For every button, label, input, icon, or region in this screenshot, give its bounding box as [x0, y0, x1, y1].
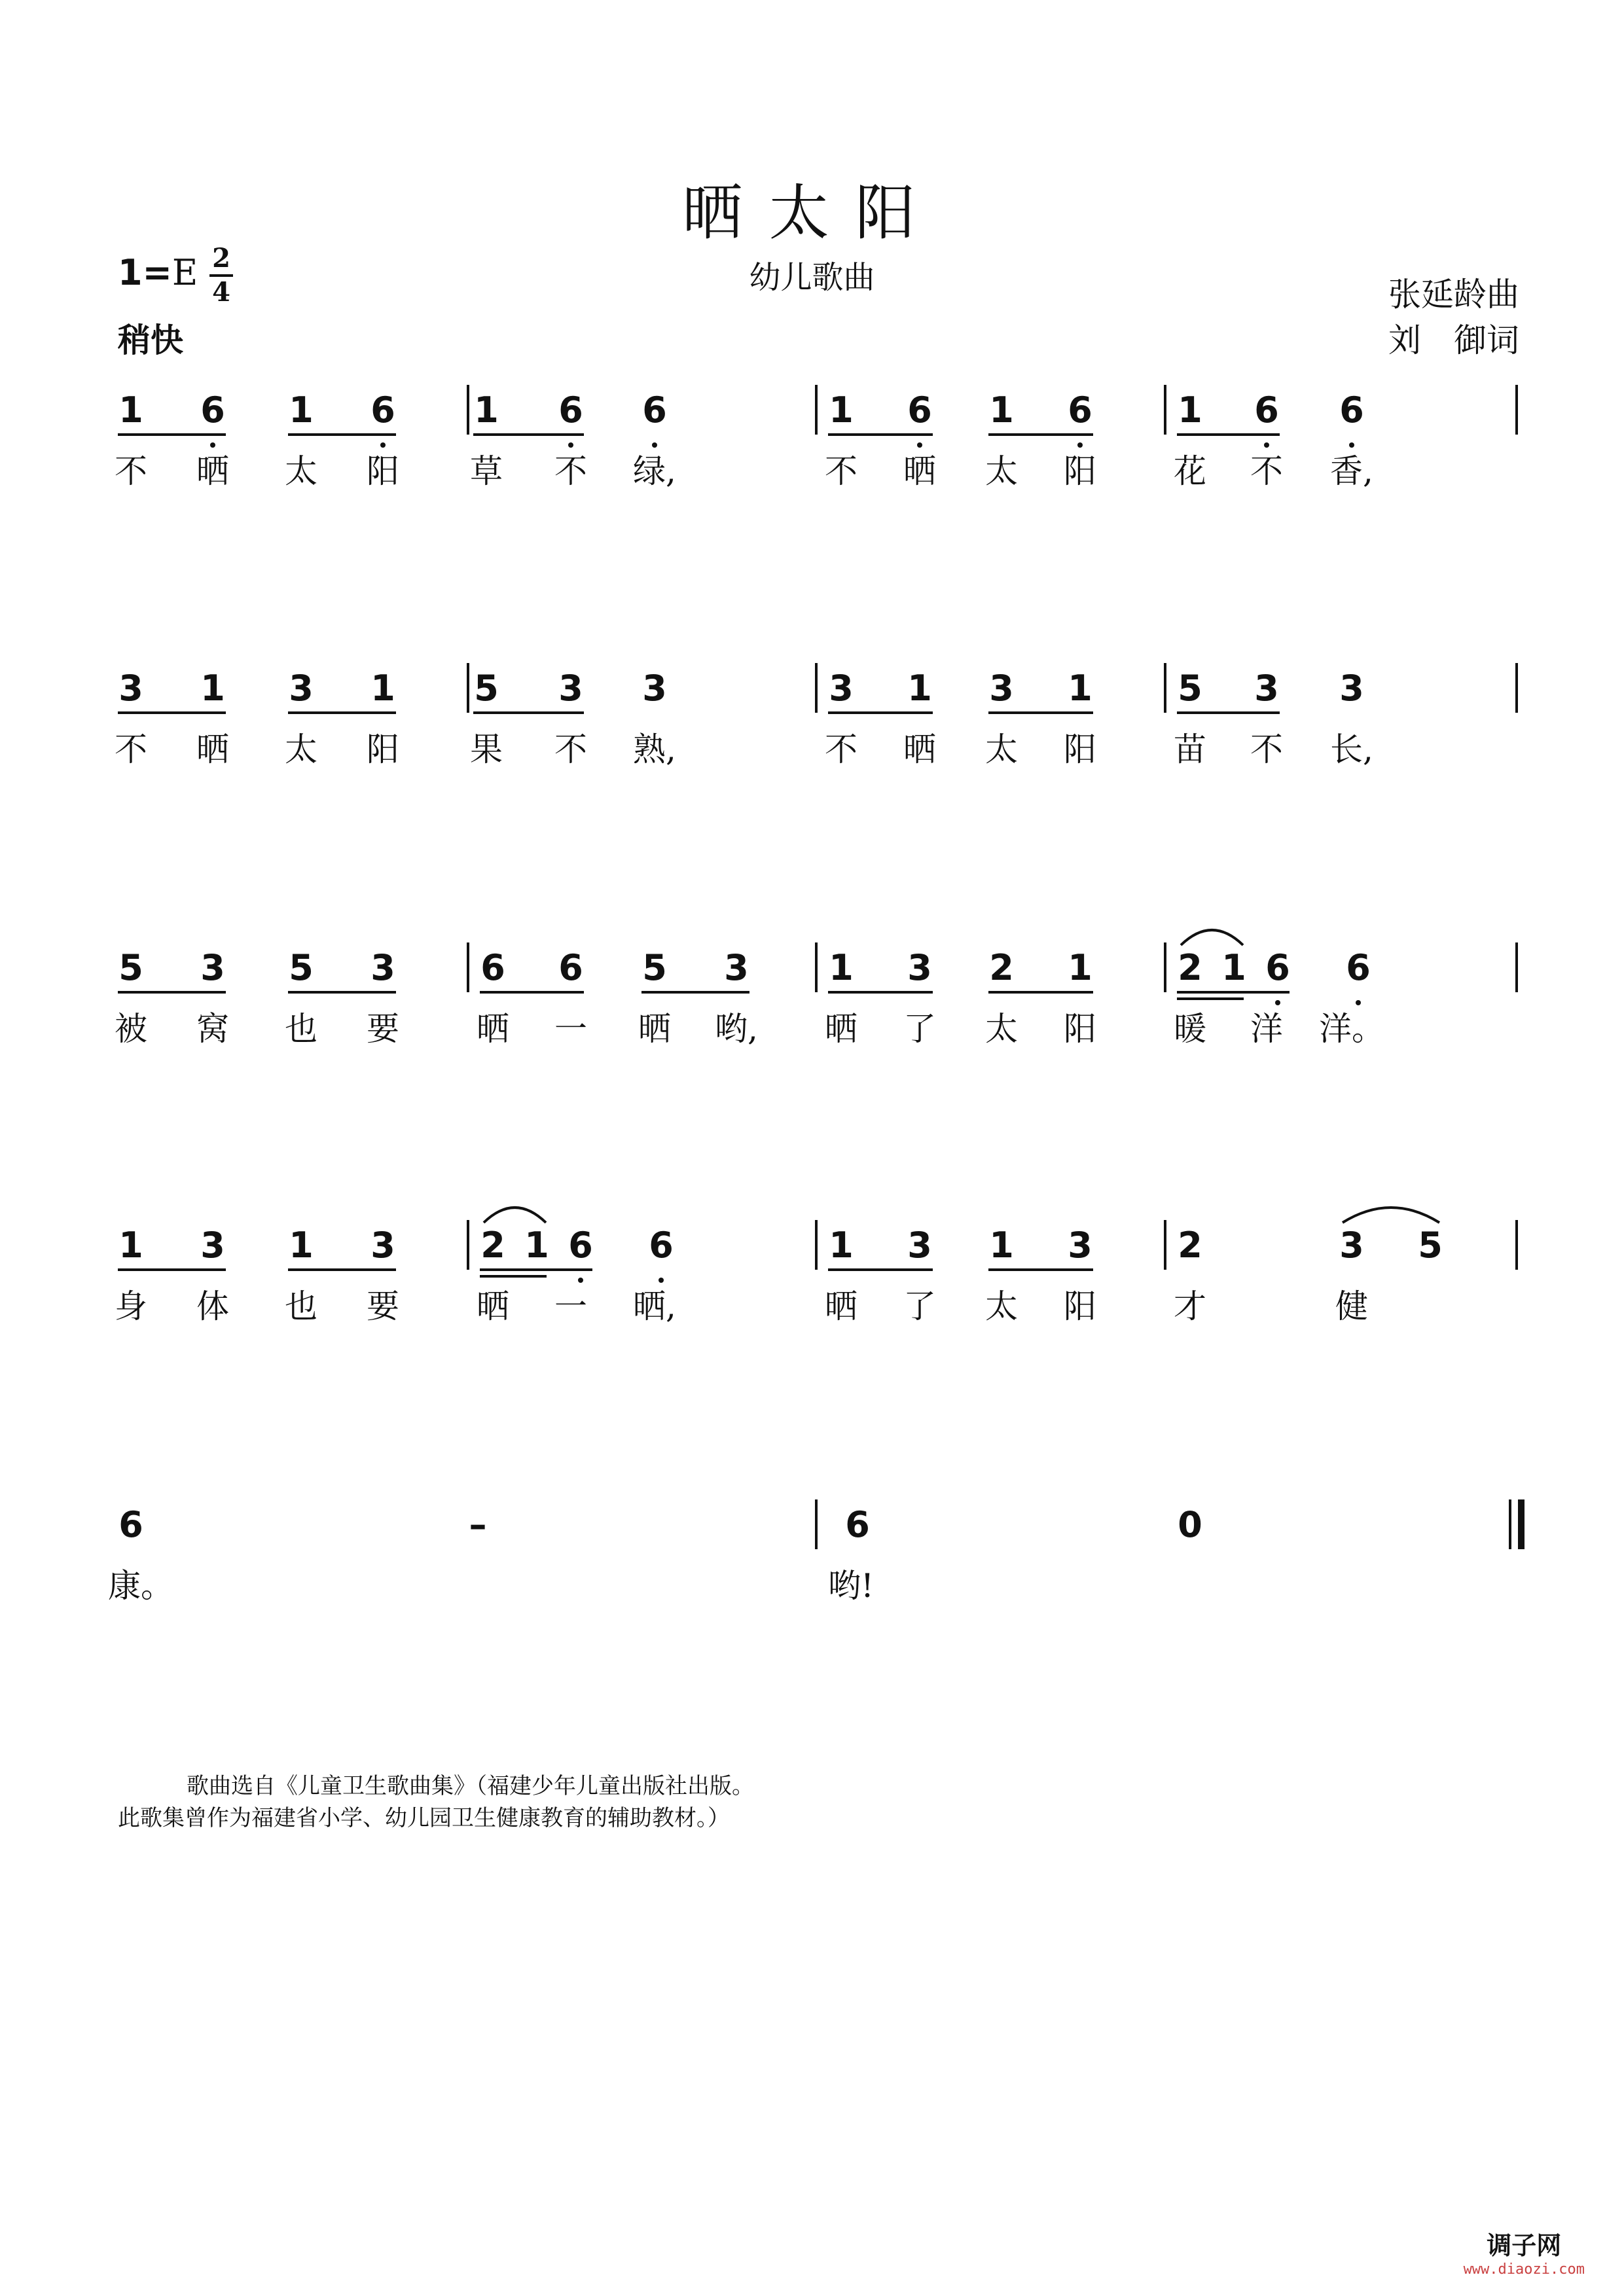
low-octave-dot — [380, 442, 386, 448]
time-bottom: 4 — [212, 277, 230, 308]
note: 6 — [480, 947, 505, 988]
lyric-char: 太 — [985, 1287, 1018, 1325]
composer-credit: 张延龄曲 — [1388, 276, 1519, 314]
low-octave-dot — [210, 442, 215, 448]
note: 5 — [642, 947, 667, 988]
bar-line — [1515, 942, 1518, 992]
lyric-char: 不 — [1250, 452, 1283, 490]
lyric-char: 花 — [1174, 452, 1206, 490]
note: 3 — [118, 668, 143, 709]
low-octave-dot — [917, 442, 922, 448]
note: 1 — [1068, 668, 1092, 709]
time-signature — [209, 245, 233, 306]
eighth-beam — [118, 711, 226, 714]
note: 3 — [289, 668, 314, 709]
note: 1 — [829, 389, 854, 431]
lyric-char: 晒 — [477, 1287, 509, 1325]
lyric-char: 不 — [825, 730, 857, 768]
note: 5 — [1178, 668, 1202, 709]
lyric-char: 苗 — [1174, 730, 1206, 768]
note: 6 — [649, 1225, 674, 1266]
lyric-char: 晒 — [825, 1010, 857, 1048]
eighth-beam — [1177, 991, 1290, 994]
lyric-char: 洋 — [1250, 1010, 1283, 1048]
lyric-char: 才 — [1174, 1287, 1206, 1325]
eighth-beam — [480, 1268, 592, 1271]
note: 3 — [724, 947, 749, 988]
lyric-char: 不 — [115, 730, 147, 768]
low-octave-dot — [568, 442, 573, 448]
watermark-url: www.diaozi.com — [1463, 2261, 1585, 2278]
lyric-char: 晒 — [638, 1010, 671, 1048]
final-bar-thick — [1518, 1499, 1525, 1549]
lyric-char: 了 — [903, 1010, 936, 1048]
note: 6 — [1254, 389, 1279, 431]
note: 1 — [118, 389, 143, 431]
lyric-char: 了 — [903, 1287, 936, 1325]
lyric-char: 晒 — [903, 452, 936, 490]
note: 5 — [1418, 1225, 1443, 1266]
eighth-beam — [480, 991, 584, 994]
low-octave-dot — [1356, 1000, 1361, 1005]
note: 1 — [118, 1225, 143, 1266]
sixteenth-beam — [480, 1275, 547, 1278]
note: 5 — [118, 947, 143, 988]
note: 1 — [1221, 947, 1246, 988]
note: 3 — [370, 1225, 395, 1266]
eighth-beam — [988, 1268, 1093, 1271]
lyric-char: 阳 — [1064, 730, 1096, 768]
note: 1 — [829, 947, 854, 988]
note: 6 — [642, 389, 667, 431]
note: 3 — [829, 668, 854, 709]
note: 0 — [1178, 1504, 1202, 1545]
lyric-char: 果 — [470, 730, 503, 768]
bar-line — [815, 385, 818, 435]
lyric-char: 绿, — [633, 452, 676, 490]
note: 1 — [989, 1225, 1014, 1266]
source-footnote: 歌曲选自《儿童卫生歌曲集》（福建少年儿童出版社出版。此歌集曾作为福建省小学、幼儿园卫生健康教育的辅助教材。） — [118, 1773, 754, 1832]
lyric-char: 不 — [115, 452, 147, 490]
eighth-beam — [988, 991, 1093, 994]
lyric-char: 太 — [985, 730, 1018, 768]
lyric-char: 不 — [1250, 730, 1283, 768]
note: 1 — [1068, 947, 1092, 988]
lyric-char: 体 — [196, 1287, 229, 1325]
lyric-char: 晒 — [477, 1010, 509, 1048]
eighth-beam — [118, 433, 226, 436]
note: 1 — [289, 1225, 314, 1266]
note: 1 — [1178, 389, 1202, 431]
sixteenth-beam — [1177, 997, 1244, 1000]
lyric-char: 晒 — [903, 730, 936, 768]
slur — [480, 1199, 550, 1225]
site-watermark — [1464, 2225, 1585, 2278]
lyric-char: 长, — [1330, 730, 1373, 768]
note: 1 — [907, 668, 932, 709]
eighth-beam — [1177, 433, 1280, 436]
low-octave-dot — [578, 1278, 583, 1283]
song-subtitle: 幼儿歌曲 — [749, 259, 875, 296]
lyric-char: 康。 — [108, 1567, 173, 1605]
lyric-char: 窝 — [196, 1010, 229, 1048]
time-top: 2 — [212, 243, 230, 274]
note: 6 — [200, 389, 225, 431]
lyric-char: 阳 — [1064, 1010, 1096, 1048]
bar-line — [467, 942, 469, 992]
note: 1 — [524, 1225, 549, 1266]
note: 2 — [1178, 947, 1202, 988]
note: 3 — [907, 1225, 932, 1266]
final-bar-thin — [1509, 1499, 1511, 1549]
lyric-char: 阳 — [367, 452, 399, 490]
bar-line — [467, 385, 469, 435]
lyric-char: 阳 — [367, 730, 399, 768]
eighth-beam — [473, 711, 584, 714]
bar-line — [1515, 1220, 1518, 1270]
eighth-beam — [828, 433, 933, 436]
note: 1 — [200, 668, 225, 709]
low-octave-dot — [1264, 442, 1269, 448]
lyric-char: 阳 — [1064, 1287, 1096, 1325]
bar-line — [1164, 663, 1166, 713]
lyric-char: 一 — [554, 1010, 587, 1048]
note: 6 — [118, 1504, 143, 1545]
eighth-beam — [828, 711, 933, 714]
key-signature — [118, 252, 198, 293]
eighth-beam — [118, 991, 226, 994]
lyric-char: 太 — [285, 730, 317, 768]
lyric-char: 不 — [554, 730, 587, 768]
bar-line — [1515, 663, 1518, 713]
bar-line — [815, 1220, 818, 1270]
lyric-char: 熟, — [633, 730, 676, 768]
lyricist-credit: 刘 御词 — [1388, 321, 1519, 359]
bar-line — [467, 1220, 469, 1270]
eighth-beam — [828, 991, 933, 994]
note: 6 — [558, 389, 583, 431]
bar-line — [815, 663, 818, 713]
lyric-char: 也 — [285, 1287, 317, 1325]
eighth-beam — [988, 433, 1093, 436]
lyric-char: 晒, — [633, 1287, 676, 1325]
eighth-beam — [288, 991, 396, 994]
song-title: 晒太阳 — [682, 178, 942, 248]
watermark-name: 调子网 — [1487, 2231, 1562, 2260]
note: 3 — [1068, 1225, 1092, 1266]
slur — [1177, 922, 1247, 948]
lyric-char: 晒 — [196, 730, 229, 768]
note: 2 — [989, 947, 1014, 988]
low-octave-dot — [652, 442, 657, 448]
lyric-char: 健 — [1335, 1287, 1368, 1325]
bar-line — [1164, 385, 1166, 435]
lyric-char: 洋。 — [1319, 1010, 1384, 1048]
note: 6 — [1339, 389, 1364, 431]
low-octave-dot — [1077, 442, 1083, 448]
lyric-char: 不 — [554, 452, 587, 490]
note: 3 — [200, 947, 225, 988]
lyric-char: 一 — [554, 1287, 587, 1325]
low-octave-dot — [1349, 442, 1354, 448]
lyric-char: 晒 — [825, 1287, 857, 1325]
bar-line — [1164, 1220, 1166, 1270]
lyric-char: 暖 — [1174, 1010, 1206, 1048]
note: 6 — [1068, 389, 1092, 431]
key-prefix: 1= — [118, 252, 172, 293]
tempo-marking: 稍快 — [118, 321, 183, 359]
lyric-char: 阳 — [1064, 452, 1096, 490]
note: 3 — [558, 668, 583, 709]
note: 6 — [558, 947, 583, 988]
slur — [1339, 1199, 1443, 1225]
note: 6 — [1346, 947, 1371, 988]
lyric-char: 太 — [285, 452, 317, 490]
lyric-char: 太 — [985, 1010, 1018, 1048]
bar-line — [1515, 385, 1518, 435]
note: – — [469, 1504, 487, 1545]
lyric-char: 身 — [115, 1287, 147, 1325]
note: 5 — [474, 668, 499, 709]
note: 3 — [1254, 668, 1279, 709]
lyric-char: 也 — [285, 1010, 317, 1048]
note: 3 — [642, 668, 667, 709]
eighth-beam — [988, 711, 1093, 714]
eighth-beam — [1177, 711, 1280, 714]
lyric-char: 不 — [825, 452, 857, 490]
eighth-beam — [473, 433, 584, 436]
lyric-char: 被 — [115, 1010, 147, 1048]
lyric-char: 要 — [367, 1010, 399, 1048]
note: 3 — [200, 1225, 225, 1266]
lyric-char: 太 — [985, 452, 1018, 490]
note: 6 — [907, 389, 932, 431]
note: 2 — [480, 1225, 505, 1266]
note: 6 — [568, 1225, 593, 1266]
lyric-char: 哟, — [715, 1010, 758, 1048]
note: 1 — [474, 389, 499, 431]
low-octave-dot — [659, 1278, 664, 1283]
lyric-char: 要 — [367, 1287, 399, 1325]
note: 3 — [989, 668, 1014, 709]
lyric-char: 草 — [470, 452, 503, 490]
note: 1 — [989, 389, 1014, 431]
note: 6 — [845, 1504, 870, 1545]
eighth-beam — [828, 1268, 933, 1271]
eighth-beam — [641, 991, 749, 994]
note: 2 — [1178, 1225, 1202, 1266]
note: 3 — [1339, 1225, 1364, 1266]
key-letter: E — [171, 252, 198, 293]
note: 6 — [370, 389, 395, 431]
eighth-beam — [288, 433, 396, 436]
lyric-char: 哟! — [827, 1567, 875, 1605]
eighth-beam — [288, 711, 396, 714]
bar-line — [815, 1499, 818, 1549]
note: 3 — [1339, 668, 1364, 709]
note: 3 — [907, 947, 932, 988]
note: 1 — [370, 668, 395, 709]
note: 1 — [829, 1225, 854, 1266]
bar-line — [1164, 942, 1166, 992]
eighth-beam — [118, 1268, 226, 1271]
lyric-char: 香, — [1330, 452, 1373, 490]
note: 5 — [289, 947, 314, 988]
note: 3 — [370, 947, 395, 988]
note: 6 — [1265, 947, 1290, 988]
low-octave-dot — [1275, 1000, 1280, 1005]
bar-line — [467, 663, 469, 713]
bar-line — [815, 942, 818, 992]
lyric-char: 晒 — [196, 452, 229, 490]
eighth-beam — [288, 1268, 396, 1271]
note: 1 — [289, 389, 314, 431]
